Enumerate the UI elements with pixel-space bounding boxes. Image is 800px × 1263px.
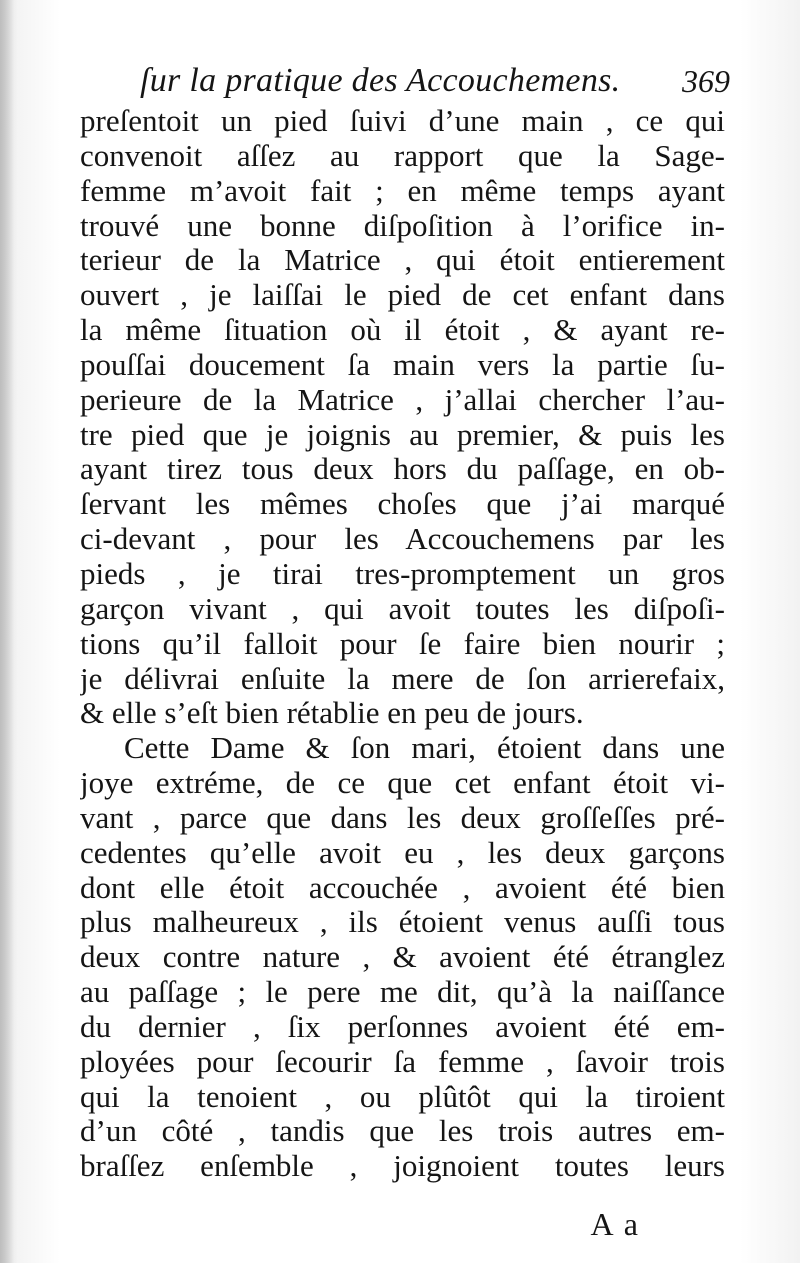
text-line: terieur de la Matrice , qui étoit entierement bbox=[80, 243, 725, 278]
text-line: deux contre nature , & avoient été étranglez bbox=[80, 940, 725, 975]
body-text bbox=[80, 104, 725, 1184]
text-line: braſſez enſemble , joignoient toutes leurs bbox=[80, 1149, 725, 1184]
running-head bbox=[140, 58, 730, 104]
text-line: je délivrai enſuite la mere de ſon arrierefaix, bbox=[80, 661, 725, 696]
text-line: du dernier , ſix perſonnes avoient été em- bbox=[80, 1009, 725, 1044]
paragraph-start-line: Cette Dame & ſon mari, étoient dans une bbox=[124, 731, 725, 766]
text-line: cedentes qu’elle avoit eu , les deux garçons bbox=[80, 835, 725, 870]
text-line: tions qu’il falloit pour ſe faire bien nourir ; bbox=[80, 626, 725, 661]
gutter-shadow bbox=[0, 0, 14, 1263]
running-title: ſur la pratique des Accouchemens. bbox=[140, 62, 621, 99]
text-line: femme m’avoit fait ; en même temps ayant bbox=[80, 173, 725, 208]
text-line: ci-devant , pour les Accouchemens par les bbox=[80, 522, 725, 557]
text-line: dont elle étoit accouchée , avoient été bien bbox=[80, 870, 725, 905]
text-line: ſervant les mêmes choſes que j’ai marqué bbox=[80, 487, 725, 522]
text-line: preſentoit un pied ſuivi d’une main , ce qui bbox=[80, 104, 725, 138]
text-line: qui la tenoient , ou plûtôt qui la tiroient bbox=[80, 1079, 725, 1114]
text-line: ayant tirez tous deux hors du paſſage, en ob- bbox=[80, 452, 725, 487]
text-line: plus malheureux , ils étoient venus auſſi tous bbox=[80, 905, 725, 940]
text-line: vant , parce que dans les deux groſſeſſes pré- bbox=[80, 800, 725, 835]
text-line: tre pied que je joignis au premier, & puis les bbox=[80, 417, 725, 452]
text-line: pouſſai doucement ſa main vers la partie ſu- bbox=[80, 347, 725, 382]
paragraph-end-line: & elle s’eſt bien rétablie en peu de jours. bbox=[80, 696, 584, 731]
text-line: pieds , je tirai tres-promptement un gros bbox=[80, 556, 725, 591]
text-line: joye extréme, de ce que cet enfant étoit vi- bbox=[80, 766, 725, 801]
page-number: 369 bbox=[682, 63, 730, 99]
text-line: convenoit aſſez au rapport que la Sage- bbox=[80, 138, 725, 173]
text-line: d’un côté , tandis que les trois autres em- bbox=[80, 1114, 725, 1149]
signature-mark: A a bbox=[590, 1206, 640, 1242]
text-line: trouvé une bonne diſpoſition à l’orifice in- bbox=[80, 208, 725, 243]
text-line: ployées pour ſecourir ſa femme , ſavoir trois bbox=[80, 1044, 725, 1079]
text-line: au paſſage ; le pere me dit, qu’à la naiſſance bbox=[80, 975, 725, 1010]
text-line: garçon vivant , qui avoit toutes les diſpoſi- bbox=[80, 591, 725, 626]
text-line: la même ſituation où il étoit , & ayant re- bbox=[80, 313, 725, 348]
text-line: ouvert , je laiſſai le pied de cet enfant dans bbox=[80, 278, 725, 313]
text-line: perieure de la Matrice , j’allai chercher l’au- bbox=[80, 382, 725, 417]
